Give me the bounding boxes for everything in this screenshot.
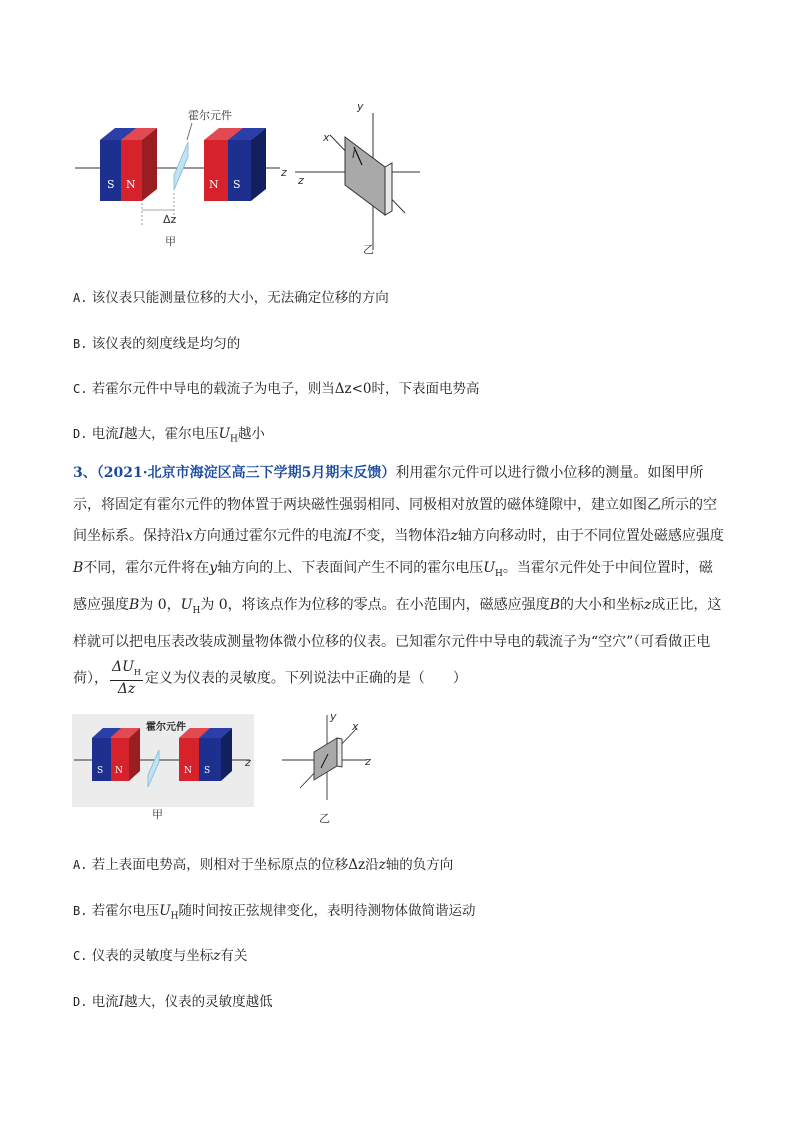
axis-y-label-2: y <box>330 710 337 723</box>
hall-element-label-2: 霍尔元件 <box>146 722 186 733</box>
magnet2-n-left: N <box>115 766 123 776</box>
option-prev-a[interactable]: A. 该仪表只能测量位移的大小，无法确定位移的方向 <box>73 290 389 306</box>
sensitivity-fraction: $\Delta U_H$ Δz <box>112 658 141 698</box>
option-prev-d[interactable]: D. 电流I越大，霍尔电压$U_H$越小 <box>73 426 265 445</box>
caption-jia-1: 甲 <box>165 235 176 248</box>
magnet-n-left-label: N <box>126 178 136 191</box>
caption-yi-1: 乙 <box>363 243 374 256</box>
left-magnet-2 <box>92 728 140 781</box>
hall-element-label: 霍尔元件 <box>188 109 232 122</box>
coordinate-diagram-2 <box>282 710 371 825</box>
magnet-n-right-label: N <box>209 178 219 191</box>
z-axis-label: z <box>281 166 287 179</box>
option-prev-c[interactable]: C. 若霍尔元件中导电的载流子为电子，则当Δz<0时，下表面电势高 <box>73 381 480 397</box>
magnet-s-left-label: S <box>107 178 115 191</box>
left-magnet <box>100 128 157 201</box>
axis-x-label-2: x <box>352 720 359 733</box>
magnet2-s-left: S <box>97 766 104 776</box>
option-prev-b[interactable]: B. 该仪表的刻度线是均匀的 <box>73 336 241 352</box>
option-b[interactable]: B. 若霍尔电压$U_H$随时间按正弦规律变化，表明待测物体做简谐运动 <box>73 903 476 922</box>
hall-element <box>174 142 188 190</box>
coordinate-diagram-1 <box>295 100 420 256</box>
option-c[interactable]: C. 仪表的灵敏度与坐标z有关 <box>73 948 248 964</box>
right-magnet <box>204 128 266 201</box>
magnet2-s-right: S <box>204 766 211 776</box>
axis-z-label-1: z <box>298 174 304 187</box>
option-d[interactable]: D. 电流I越大，仪表的灵敏度越低 <box>73 994 273 1010</box>
figure-1 <box>70 95 440 265</box>
question-number: 3、 <box>73 465 97 481</box>
question-source: （2021·北京市海淀区高三下学期5月期末反馈） <box>96 465 396 481</box>
caption-jia-2: 甲 <box>152 808 163 821</box>
axis-z-label-2: z <box>365 755 371 768</box>
axis-x-label-1: x <box>323 131 330 144</box>
question-3: 3、（2021·北京市海淀区高三下学期5月期末反馈）利用霍尔元件可以进行微小位移的测量。如图甲所示，将固定有霍尔元件的物体置于两块磁性强弱相同、同极相对放置的磁体缝隙中，建立如图乙所示的空间坐标系。保持沿x方向通过霍尔元件的电流I不变，当物体沿z轴方向移动时，由于不同位置处磁感应强度B不同，霍尔元件将在y轴方向的上、下表面间产生不同的霍尔电压$U_H$。当霍尔元件处于中间位置时，磁感应强度B为 0，$U_H$为 0，将该点作为位移的零点。在小范围内，磁感应强度B的大小和坐标z成正比，这样就可以把电压表改装成测量物体微小位移的仪表。已知霍尔元件中导电的载流子为“空穴”（可看做正电荷）， $\Delta U_H$ Δz 定义为仪表的灵敏度。下列说法中正确的是（ ） <box>73 465 724 698</box>
magnet-s-right-label: S <box>233 178 241 191</box>
magnet2-n-right: N <box>184 766 192 776</box>
axis-y-label-1: y <box>357 100 364 113</box>
z-axis-label-2: z <box>245 756 251 769</box>
caption-yi-2: 乙 <box>319 812 330 825</box>
right-magnet-2 <box>179 728 232 781</box>
option-a[interactable]: A. 若上表面电势高，则相对于坐标原点的位移Δz沿z轴的负方向 <box>73 857 454 873</box>
delta-z-label: Δz <box>163 213 177 226</box>
figure-2 <box>72 710 392 825</box>
current-label-1: I <box>352 148 356 161</box>
